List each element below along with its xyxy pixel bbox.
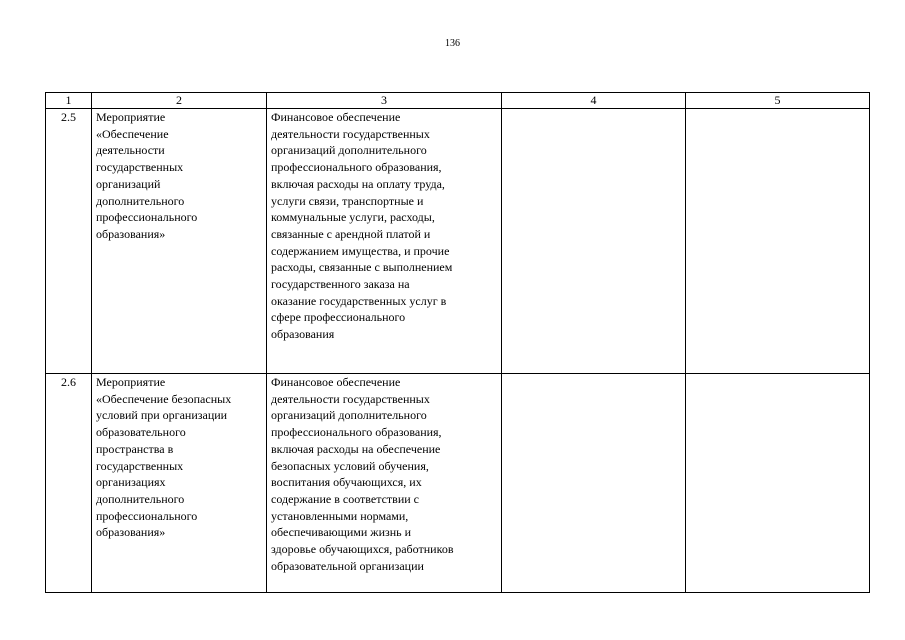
- header-col-3: 3: [267, 93, 502, 109]
- event-name: Мероприятие «Обеспечение безопасных условий при организации образовательного пространства в государственных организациях дополнительного профессионального образования»: [92, 374, 267, 593]
- row-number: 2.6: [46, 374, 92, 593]
- event-name: Мероприятие «Обеспечение деятельности государственных организаций дополнительного профессионального образования»: [92, 109, 267, 374]
- event-description: Финансовое обеспечение деятельности государственных организаций дополнительного профессионального образования, включая расходы на обеспечение безопасных условий обучения, воспитания обучающихся, их содержание в соответствии с установленными нормами, обеспечивающими жизнь и здоровье обучающихся, работников образовательной организации: [267, 374, 502, 593]
- row-number: 2.5: [46, 109, 92, 374]
- event-description: Финансовое обеспечение деятельности государственных организаций дополнительного профессионального образования, включая расходы на оплату труда, услуги связи, транспортные и коммунальные услуги, расходы, связанные с арендной платой и содержанием имущества, и прочие расходы, связанные с выполнением государственного заказа на оказание государственных услуг в сфере профессионального образования: [267, 109, 502, 374]
- col-4-cell: [502, 109, 686, 374]
- header-row: [46, 93, 870, 109]
- header-col-5: 5: [686, 93, 870, 109]
- header-col-2: 2: [92, 93, 267, 109]
- col-4-cell: [502, 374, 686, 593]
- measures-table: [45, 92, 870, 593]
- col-5-cell: [686, 374, 870, 593]
- header-col-1: 1: [46, 93, 92, 109]
- col-5-cell: [686, 109, 870, 374]
- page-number: 136: [445, 38, 460, 49]
- header-col-4: 4: [502, 93, 686, 109]
- table-row: [46, 109, 870, 374]
- table-row: [46, 374, 870, 593]
